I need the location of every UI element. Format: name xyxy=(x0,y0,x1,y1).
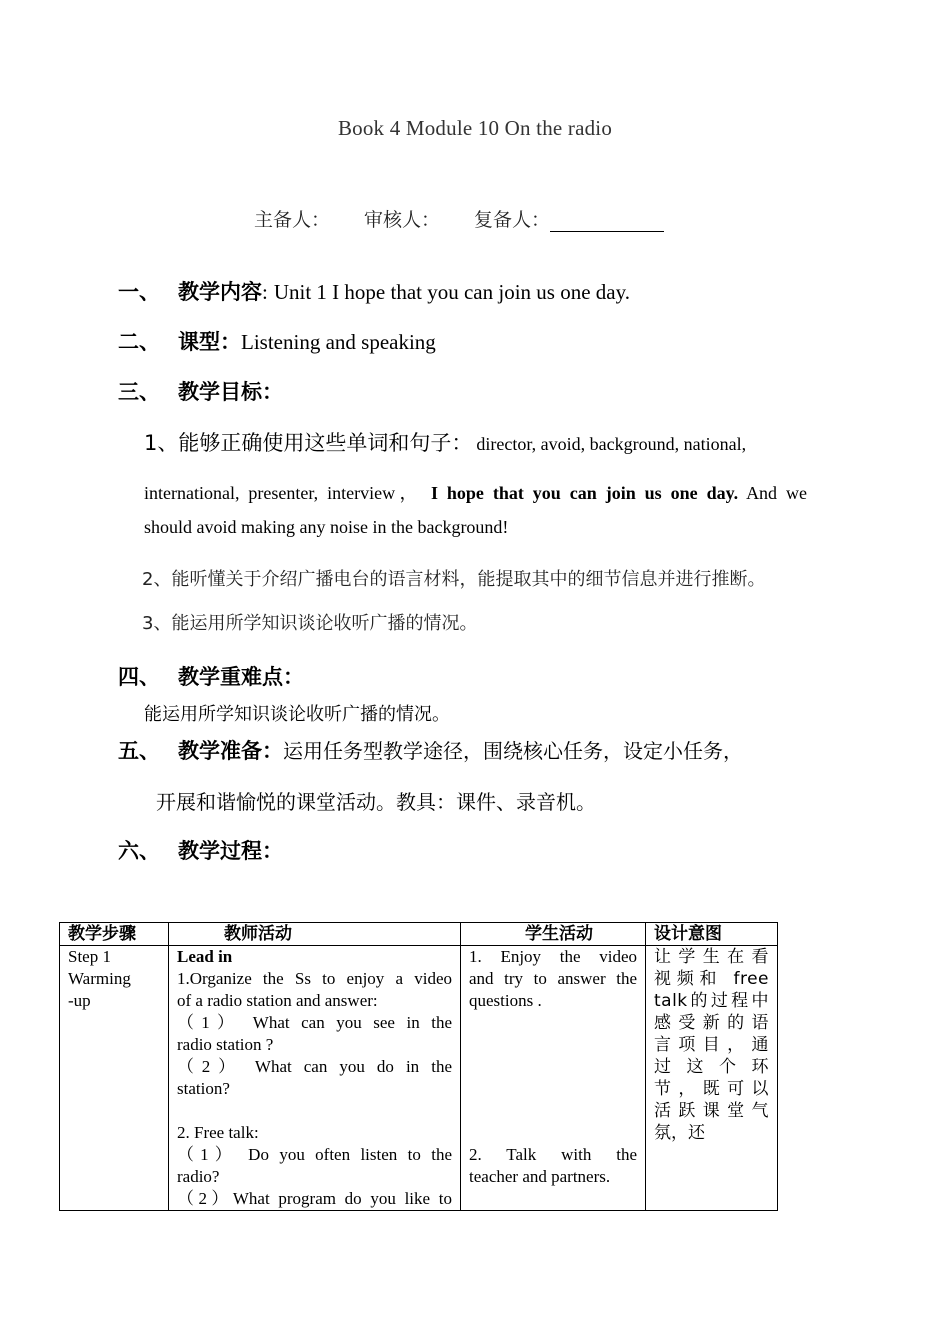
intent-line: 活跃课堂气 xyxy=(654,1101,769,1121)
spacer xyxy=(469,1012,637,1144)
student-line: teacher and partners. xyxy=(469,1167,611,1186)
table-header-row xyxy=(60,923,778,946)
objective-1-tail: And we xyxy=(746,483,807,503)
student-line: 1. Enjoy the video xyxy=(469,947,637,966)
signature-blank xyxy=(550,211,664,232)
student-activity-cell xyxy=(461,946,646,1211)
section-label: 教学目标： xyxy=(178,380,283,404)
section-preparation xyxy=(118,735,743,765)
teacher-line: 1.Organize the Ss to enjoy a video xyxy=(177,969,452,988)
section-content xyxy=(118,276,630,306)
re-preparer-label: 复备人： xyxy=(474,209,551,231)
section-label: 教学准备： xyxy=(178,739,283,763)
teacher-line: （1） What can you see in the xyxy=(177,1013,452,1032)
objective-1-line-3: should avoid making any noise in the background! xyxy=(144,517,509,537)
step-line: Warming xyxy=(68,969,131,988)
intent-line: 过这个环 xyxy=(654,1057,769,1077)
objective-1-key-sentence: I hope that you can join us one day. xyxy=(430,483,739,503)
section-objectives xyxy=(118,376,283,406)
intent-line: 视频和 free xyxy=(654,969,769,989)
objective-2: 2、能听懂关于介绍广播电台的语言材料，能提取其中的细节信息并进行推断。 xyxy=(142,569,766,590)
section-number: 一、 xyxy=(118,280,160,304)
teacher-line: of a radio station and answer: xyxy=(177,991,378,1010)
section-process xyxy=(118,835,283,865)
section-type xyxy=(118,326,436,356)
teacher-line: radio station ? xyxy=(177,1035,274,1054)
preparers-line xyxy=(254,205,698,232)
teacher-line: （1） Do you often listen to the xyxy=(177,1145,452,1164)
teacher-activity-cell xyxy=(169,946,461,1211)
objective-3: 3、能运用所学知识谈论收听广播的情况。 xyxy=(142,613,478,634)
intent-line: 感受新的语 xyxy=(654,1013,769,1033)
keypoints-text: 能运用所学知识谈论收听广播的情况。 xyxy=(144,704,450,725)
preparation-text-1: 运用任务型教学途径，围绕核心任务，设定小任务， xyxy=(283,739,743,763)
intent-line: 让学生在看 xyxy=(654,947,769,967)
main-preparer-label: 主备人： xyxy=(254,209,331,231)
table-row xyxy=(60,946,778,1211)
step-line: -up xyxy=(68,991,91,1010)
header-student: 学生活动 xyxy=(461,923,646,946)
student-line: 2. Talk with the xyxy=(469,1145,637,1164)
teacher-line: （2）What program do you like to xyxy=(177,1189,452,1208)
intent-line: 言项目，通 xyxy=(654,1035,769,1055)
section-label: 教学过程： xyxy=(178,839,283,863)
section-value: Listening and speaking xyxy=(241,330,436,354)
teacher-line: station? xyxy=(177,1079,230,1098)
section-label: 教学重难点： xyxy=(178,665,304,689)
objective-1-vocab: international, presenter, interview， xyxy=(144,483,422,503)
step-line: Step 1 xyxy=(68,947,111,966)
teacher-line: 2. Free talk: xyxy=(177,1123,259,1142)
header-intent: 设计意图 xyxy=(646,923,778,946)
teaching-process-table xyxy=(59,922,778,1211)
section-number: 六、 xyxy=(118,839,160,863)
section-colon: : xyxy=(262,280,268,304)
header-step: 教学步骤 xyxy=(60,923,169,946)
section-number: 四、 xyxy=(118,665,160,689)
step-cell xyxy=(60,946,169,1211)
section-keypoints xyxy=(118,661,304,691)
reviewer-label: 审核人： xyxy=(364,209,441,231)
lead-in-heading: Lead in xyxy=(177,947,233,966)
section-number: 二、 xyxy=(118,330,160,354)
student-line: questions . xyxy=(469,991,542,1010)
student-line: and try to answer the xyxy=(469,969,637,988)
section-label: 教学内容 xyxy=(178,280,262,304)
intent-line: 氛，还 xyxy=(654,1123,705,1143)
preparation-text-2: 开展和谐愉悦的课堂活动。教具：课件、录音机。 xyxy=(156,790,596,814)
intent-line: 节，既可以 xyxy=(654,1079,769,1099)
objective-1-label: 1、能够正确使用这些单词和句子： xyxy=(144,431,473,455)
section-label: 课型： xyxy=(178,330,241,354)
section-number: 三、 xyxy=(118,380,160,404)
header-teacher: 教师活动 xyxy=(169,923,461,946)
design-intent-cell xyxy=(646,946,778,1211)
objective-1-line-2 xyxy=(144,479,807,505)
teacher-line: （2） What can you do in the xyxy=(177,1057,452,1076)
spacer xyxy=(177,1100,452,1122)
intent-line: talk的过程中 xyxy=(654,991,769,1011)
teacher-line: radio? xyxy=(177,1167,220,1186)
section-number: 五、 xyxy=(118,739,160,763)
document-title: Book 4 Module 10 On the radio xyxy=(337,116,613,140)
section-value: Unit 1 I hope that you can join us one day. xyxy=(273,280,630,304)
objective-1-heading xyxy=(144,427,746,457)
objective-1-words: director, avoid, background, national, xyxy=(476,434,747,454)
